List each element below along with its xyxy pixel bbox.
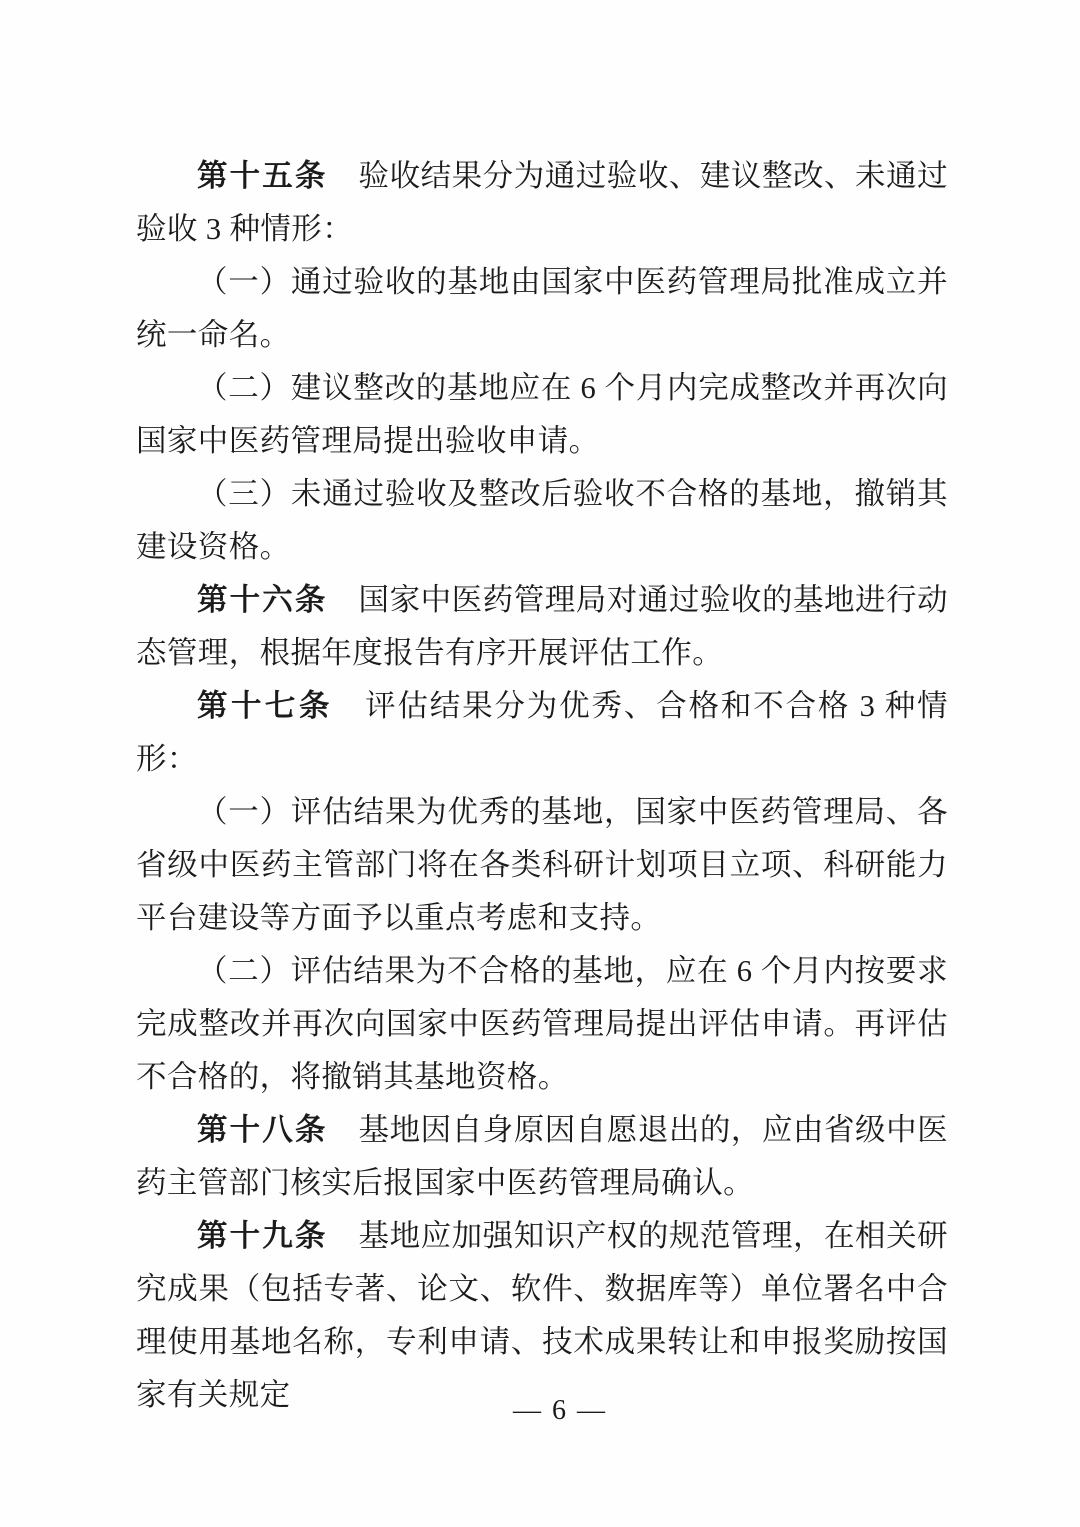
article-heading: 第十八条 xyxy=(197,1113,328,1147)
article-heading: 第十七条 xyxy=(197,689,333,723)
paragraph-text: （三）未通过验收及整改后验收不合格的基地，撤销其建设资格。 xyxy=(136,477,948,564)
paragraph-text: 评估结果分为优秀、合格和不合格 3 种情形： xyxy=(136,689,949,776)
paragraph-text: （二）建议整改的基地应在 6 个月内完成整改并再次向国家中医药管理局提出验收申请。 xyxy=(136,371,948,458)
article-heading: 第十五条 xyxy=(197,159,328,193)
paragraph-text: 国家中医药管理局对通过验收的基地进行动态管理，根据年度报告有序开展评估工作。 xyxy=(136,583,949,670)
paragraph-text: （二）评估结果为不合格的基地，应在 6 个月内按要求完成整改并再次向国家中医药管理局提出评估申请。再评估不合格的，将撤销其基地资格。 xyxy=(136,954,948,1094)
paragraph-article-16 xyxy=(136,574,948,680)
paragraph-article-15-item-3 xyxy=(136,468,948,574)
paragraph-article-17-item-2 xyxy=(136,945,948,1104)
paragraph-article-15 xyxy=(136,150,948,256)
article-heading: 第十九条 xyxy=(197,1219,328,1253)
paragraph-article-18 xyxy=(136,1104,948,1210)
paragraph-text: 验收结果分为通过验收、建议整改、未通过验收 3 种情形： xyxy=(136,159,949,246)
document-body xyxy=(136,150,948,1422)
paragraph-text: （一）评估结果为优秀的基地，国家中医药管理局、各省级中医药主管部门将在各类科研计划项目立项、科研能力平台建设等方面予以重点考虑和支持。 xyxy=(136,795,948,935)
paragraph-text: 基地应加强知识产权的规范管理，在相关研究成果（包括专著、论文、软件、数据库等）单位署名中合理使用基地名称，专利申请、技术成果转让和申报奖励按国家有关规定 xyxy=(136,1219,949,1412)
paragraph-article-17 xyxy=(136,680,948,786)
paragraph-text: 基地因自身原因自愿退出的，应由省级中医药主管部门核实后报国家中医药管理局确认。 xyxy=(136,1113,949,1200)
paragraph-article-19 xyxy=(136,1210,948,1422)
paragraph-article-15-item-1 xyxy=(136,256,948,362)
page-number: — 6 — xyxy=(513,1395,607,1426)
paragraph-article-17-item-1 xyxy=(136,786,948,945)
paragraph-text: （一）通过验收的基地由国家中医药管理局批准成立并统一命名。 xyxy=(136,265,948,352)
article-heading: 第十六条 xyxy=(197,583,328,617)
paragraph-article-15-item-2 xyxy=(136,362,948,468)
